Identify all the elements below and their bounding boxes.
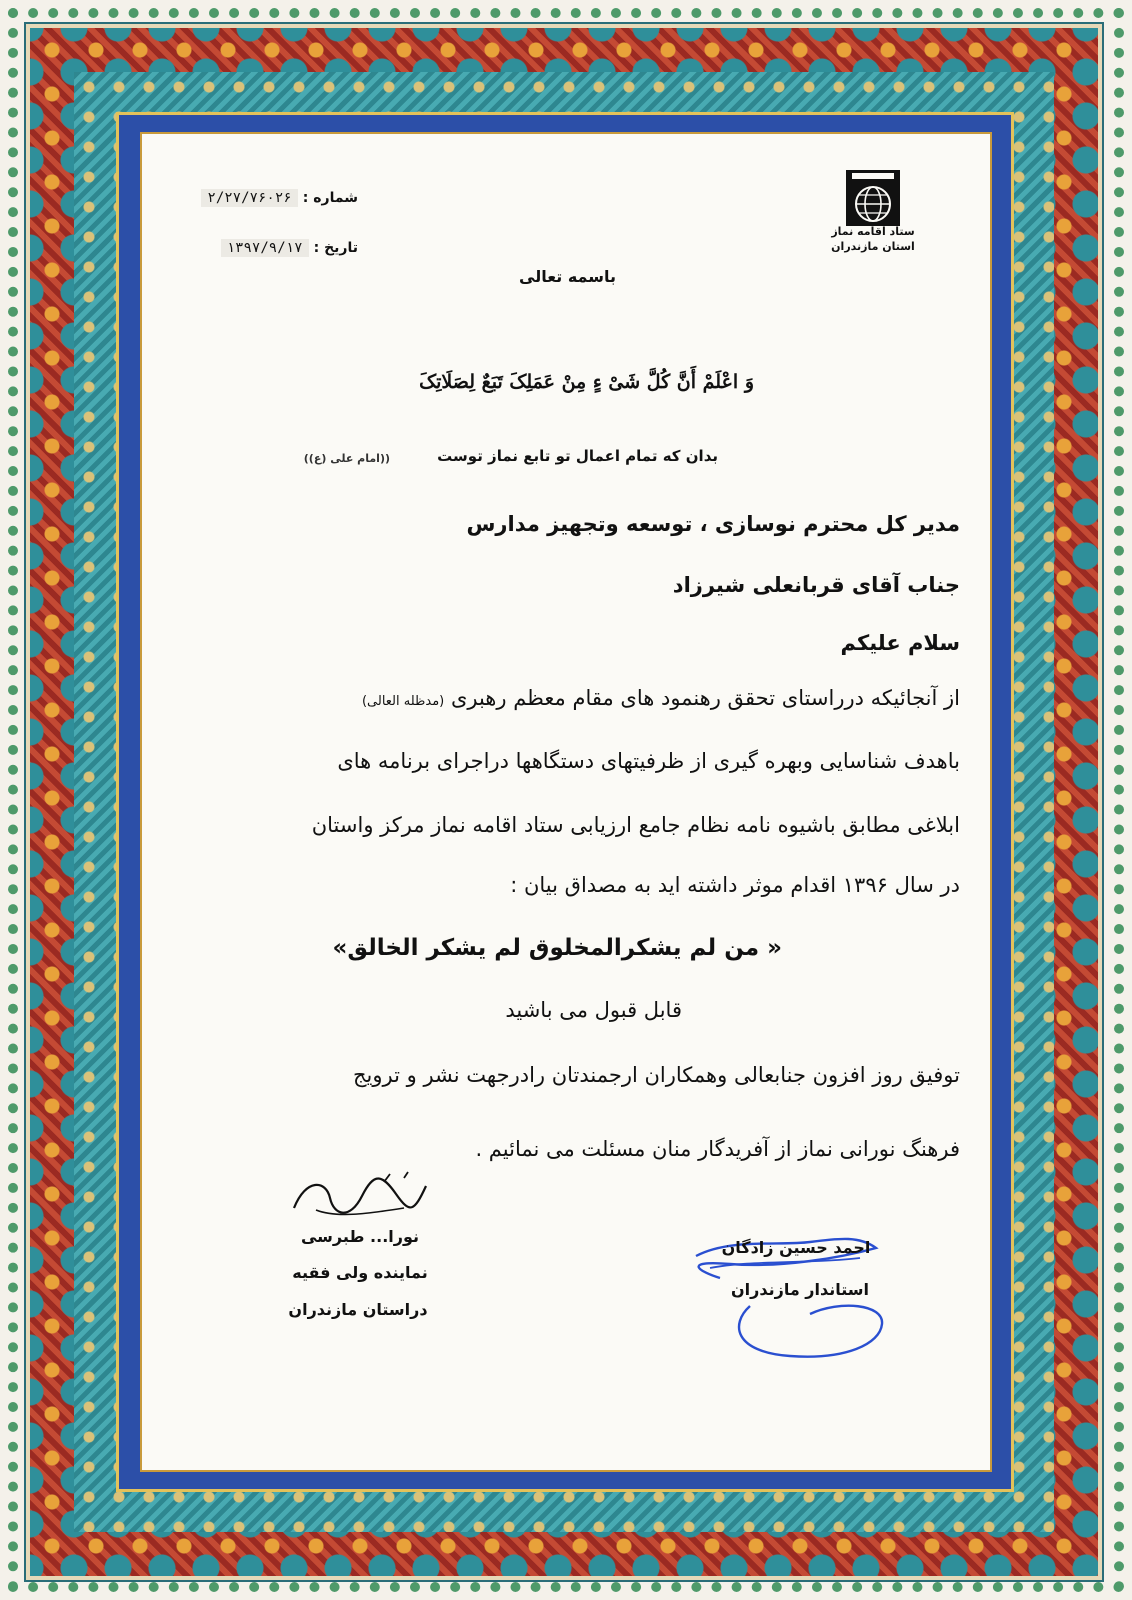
quote: « من لم یشکرالمخلوق لم یشکر الخالق» — [332, 935, 782, 961]
number-label: شماره : — [302, 190, 358, 206]
date-label: تاریخ : — [313, 240, 358, 256]
hadith-source: ((امام علی (ع)) — [303, 452, 390, 465]
org-logo-caption — [818, 224, 928, 254]
left-signature — [286, 1168, 436, 1228]
invocation: باسمه تعالی — [519, 267, 616, 286]
right-signatory-role: استاندار مازندران — [731, 1280, 869, 1299]
body-line-4: در سال ۱۳۹۶ اقدام موثر داشته اید به مصداق بیان : — [510, 873, 960, 897]
recipient-name: جناب آقای قربانعلی شیرزاد — [672, 573, 960, 597]
body-line-6: فرهنگ نورانی نماز از آفریدگار منان مسئلت می نمائیم . — [475, 1137, 960, 1161]
body-line-1-text: از آنجائیکه درراستای تحقق رهنمود های مقام معظم رهبری — [450, 686, 960, 710]
body-line-3: ابلاغی مطابق باشیوه نامه نظام جامع ارزیابی ستاد اقامه نماز مرکز واستان — [311, 813, 960, 837]
number-value: ۲/۲۷/۷۶۰۲۶ — [201, 189, 297, 207]
logo-caption-line2: استان مازندران — [831, 240, 915, 253]
right-signatory-name: احمد حسین زادگان — [721, 1238, 871, 1257]
reference-number — [201, 187, 358, 206]
recipient-title: مدیر کل محترم نوسازی ، توسعه وتجهیز مدارس — [466, 512, 960, 536]
reference-date — [221, 237, 358, 256]
left-signatory-region: دراستان مازندران — [288, 1300, 428, 1319]
left-signatory-role: نماینده ولی فقیه — [292, 1263, 428, 1282]
hadith-translation: بدان که تمام اعمال تو تابع نماز توست — [437, 447, 718, 465]
body-line-2: باهدف شناسایی وبهره گیری از ظرفیتهای دستگاهها دراجرای برنامه های — [337, 749, 960, 773]
body-line-1 — [362, 686, 960, 710]
body-line-1-note: (مدظله العالی) — [361, 694, 445, 709]
logo-caption-line1: ستاد اقامه نماز — [831, 225, 915, 238]
body-line-5: توفیق روز افزون جنابعالی وهمکاران ارجمندتان رادرجهت نشر و ترویج — [352, 1063, 960, 1087]
date-value: ۱۳۹۷/۹/۱۷ — [221, 239, 309, 257]
hadith-arabic: وَ اعْلَمْ أَنَّ كُلَّ شَیْ ءٍ مِنْ عَمَلِکَ تَبَعٌ لِصَلَاتِکَ — [419, 371, 754, 393]
greeting: سلام علیکم — [840, 631, 960, 655]
accepted-line: قابل قبول می باشید — [505, 998, 682, 1022]
left-signatory-name: نورا... طبرسی — [300, 1227, 419, 1246]
